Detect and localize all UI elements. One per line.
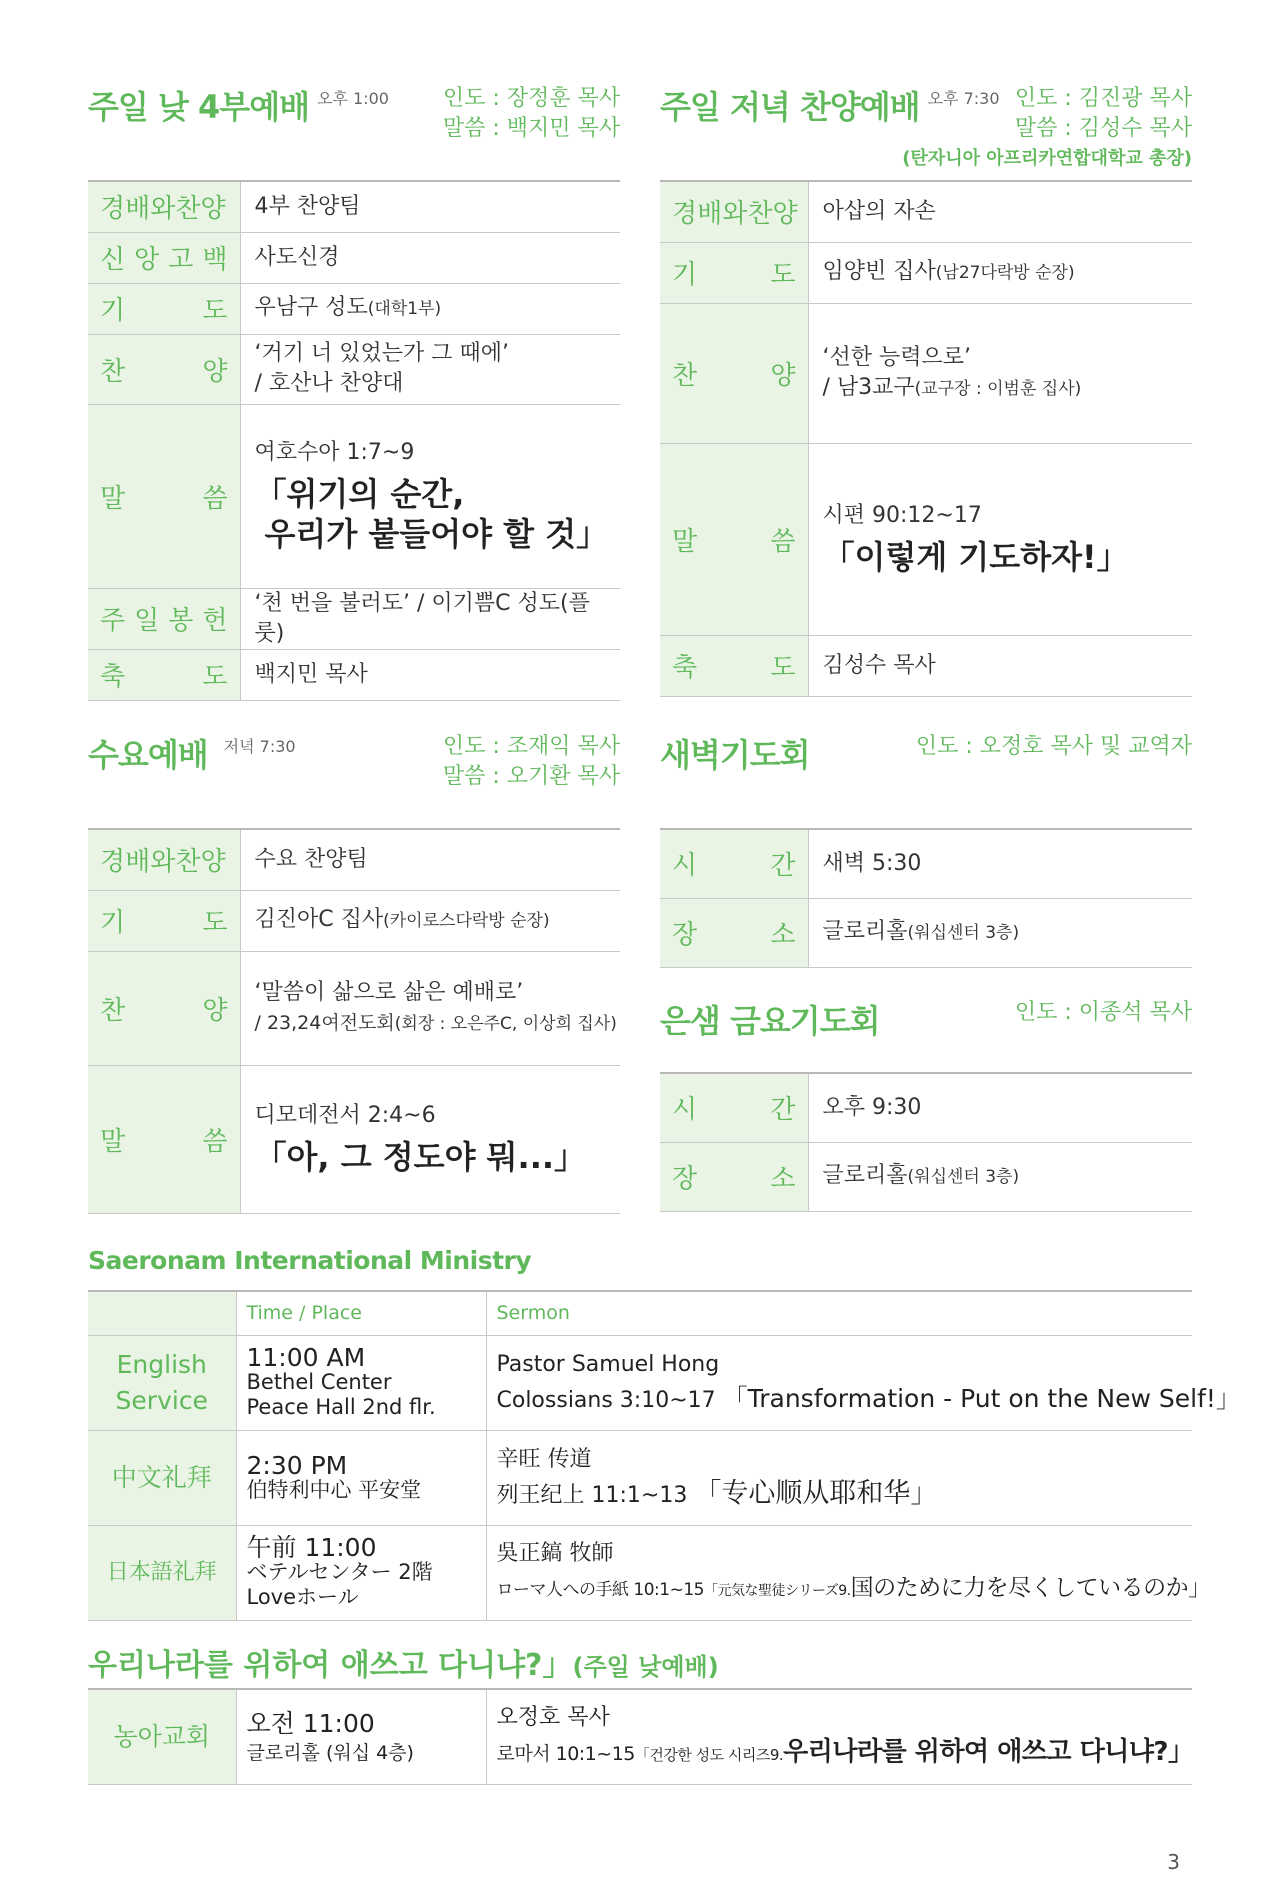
friday-prayer-title: 은샘 금요기도회 xyxy=(660,1002,880,1040)
sermon-title: 「아, 그 정도야 뭐...」 xyxy=(254,1138,587,1176)
table-row xyxy=(660,898,1192,967)
sermon-title: 「이렇게 기도하자!」 xyxy=(822,538,1129,576)
sunday-service-title xyxy=(88,82,389,128)
row-value: 임양빈 집사(남27다락방 순장) xyxy=(808,242,1192,303)
table-row xyxy=(88,232,620,283)
friday-prayer-leader: 인도 : 이종석 목사 xyxy=(1014,1000,1192,1025)
table-row xyxy=(88,951,620,1065)
table-row xyxy=(88,1689,1192,1784)
table-row xyxy=(88,404,620,588)
column-header-time: Time / Place xyxy=(236,1291,486,1335)
column-header-sermon: Sermon xyxy=(486,1291,1192,1335)
row-value: 김진아C 집사(카이로스다락방 순장) xyxy=(240,890,620,951)
deaf-time-place: 오전 11:00 글로리홀 (워십 4층) xyxy=(236,1689,486,1784)
sunday-preacher: 말씀 : 백지민 목사 xyxy=(442,116,620,141)
table-row xyxy=(88,1430,1192,1525)
row-label: 장 소 xyxy=(660,1142,808,1211)
row-value xyxy=(240,1065,620,1213)
table-row xyxy=(660,242,1192,303)
intl-ministry-table xyxy=(88,1290,1241,1621)
row-label: 축 도 xyxy=(88,649,240,700)
row-label: 말 씀 xyxy=(88,404,240,588)
row-label: 기 도 xyxy=(660,242,808,303)
japanese-service-label: 日本語礼拜 xyxy=(88,1525,236,1620)
sunday-service-leaders xyxy=(443,84,620,144)
chinese-service-label: 中文礼拜 xyxy=(88,1430,236,1525)
sunday-service-time: 오후 1:00 xyxy=(317,89,389,108)
deaf-church-title: 우리나라를 위하여 애쓰고 다니냐?」(주일 낮예배) xyxy=(88,1648,719,1683)
wednesday-service-time: 저녁 7:30 xyxy=(223,737,296,756)
sunday-service-title-text: 주일 낮 4부예배 xyxy=(88,88,310,126)
row-label: 말 씀 xyxy=(88,1065,240,1213)
row-value: 4부 찬양팀 xyxy=(240,181,620,232)
deaf-church-table xyxy=(88,1688,1192,1785)
evening-preacher: 말씀 : 김성수 목사 xyxy=(1014,116,1192,141)
row-label: 찬 양 xyxy=(88,951,240,1065)
row-value: ‘선한 능력으로’ / 남3교구(교구장 : 이범훈 집사) xyxy=(808,303,1192,443)
row-label: 신 앙 고 백 xyxy=(88,232,240,283)
table-row xyxy=(660,1073,1192,1142)
row-label: 찬 양 xyxy=(88,334,240,404)
row-value: 오후 9:30 xyxy=(808,1073,1192,1142)
wednesday-service-leaders xyxy=(443,732,620,792)
row-label: 기 도 xyxy=(88,890,240,951)
table-row xyxy=(88,1525,1192,1620)
row-label: 경배와찬양 xyxy=(660,181,808,242)
chinese-time-place: 2:30 PM 伯特利中心 平安堂 xyxy=(236,1430,486,1525)
row-value: 아삽의 자손 xyxy=(808,181,1192,242)
evening-service-time: 오후 7:30 xyxy=(927,89,1000,108)
wednesday-service-title xyxy=(88,730,296,776)
row-value: ‘천 번을 불러도’ / 이기쁨C 성도(플룻) xyxy=(240,588,620,649)
table-row xyxy=(660,303,1192,443)
english-service-label: English Service xyxy=(88,1335,236,1430)
dawn-prayer-leader: 인도 : 오정호 목사 및 교역자 xyxy=(915,734,1192,759)
table-row xyxy=(88,649,620,700)
chinese-sermon: 辛旺 传道 列王纪上 11:1~13 「专心顺从耶和华」 xyxy=(486,1430,1192,1525)
sunday-leader: 인도 : 장정훈 목사 xyxy=(442,86,620,111)
row-value xyxy=(808,443,1192,635)
row-value: 새벽 5:30 xyxy=(808,829,1192,898)
sermon-title: 우리가 붙들어야 할 것」 xyxy=(264,515,609,553)
english-sermon: Pastor Samuel Hong Colossians 3:10~17 「Transformation - Put on the New Self!」 xyxy=(486,1335,1192,1430)
row-label: 주 일 봉 헌 xyxy=(88,588,240,649)
row-value: 글로리홀(워십센터 3층) xyxy=(808,1142,1192,1211)
row-value xyxy=(240,404,620,588)
deaf-sermon: 오정호 목사 로마서 10:1~15「건강한 성도 시리즈9.우리나라를 위하여 애쓰고 다니냐?」 xyxy=(486,1689,1192,1784)
japanese-sermon: 吳正鎬 牧師 ローマ人への手紙 10:1~15「元気な聖徒シリーズ9.国のために力を尽くしているのか」 xyxy=(486,1525,1192,1620)
row-label: 경배와찬양 xyxy=(88,181,240,232)
english-time-place: 11:00 AM Bethel Center Peace Hall 2nd flr. xyxy=(236,1335,486,1430)
row-label: 기 도 xyxy=(88,283,240,334)
wednesday-preacher: 말씀 : 오기환 목사 xyxy=(442,764,620,789)
row-value: 사도신경 xyxy=(240,232,620,283)
sermon-reference: 시편 90:12~17 xyxy=(822,503,982,528)
row-label: 축 도 xyxy=(660,635,808,696)
wednesday-service-table xyxy=(88,828,620,1214)
table-row xyxy=(660,829,1192,898)
sermon-title: 「위기의 순간, xyxy=(254,475,465,513)
table-header-row xyxy=(88,1291,1192,1335)
table-row xyxy=(660,443,1192,635)
table-row xyxy=(88,283,620,334)
evening-preacher-title: (탄자니아 아프리카연합대학교 총장) xyxy=(902,148,1192,169)
table-row xyxy=(88,334,620,404)
row-label: 말 씀 xyxy=(660,443,808,635)
table-row xyxy=(88,1065,620,1213)
table-row xyxy=(88,588,620,649)
wednesday-leader: 인도 : 조재익 목사 xyxy=(442,734,620,759)
evening-service-title-text: 주일 저녁 찬양예배 xyxy=(660,88,920,126)
friday-prayer-table xyxy=(660,1072,1192,1212)
row-value: ‘거기 너 있었는가 그 때에’ / 호산나 찬양대 xyxy=(240,334,620,404)
table-row xyxy=(660,635,1192,696)
table-row xyxy=(660,1142,1192,1211)
row-value: ‘말씀이 삶으로 삶은 예배로’ / 23,24여전도회(회장 : 오은주C, 이상희 집사) xyxy=(240,951,620,1065)
dawn-prayer-table xyxy=(660,828,1192,968)
row-value: 김성수 목사 xyxy=(808,635,1192,696)
row-label: 경배와찬양 xyxy=(88,829,240,890)
table-row xyxy=(88,829,620,890)
sermon-reference: 여호수아 1:7~9 xyxy=(254,440,415,465)
japanese-time-place: 午前 11:00 ベテルセンター 2階 Loveホール xyxy=(236,1525,486,1620)
evening-leader: 인도 : 김진광 목사 xyxy=(1014,86,1192,111)
table-row xyxy=(88,1335,1192,1430)
row-label: 시 간 xyxy=(660,829,808,898)
row-value: 우남구 성도(대학1부) xyxy=(240,283,620,334)
row-value: 글로리홀(워십센터 3층) xyxy=(808,898,1192,967)
deaf-church-label: 농아교회 xyxy=(88,1689,236,1784)
table-row xyxy=(88,890,620,951)
row-value: 백지민 목사 xyxy=(240,649,620,700)
intl-ministry-title: Saeronam International Ministry xyxy=(88,1246,532,1275)
row-label: 장 소 xyxy=(660,898,808,967)
sermon-reference: 디모데전서 2:4~6 xyxy=(254,1103,436,1128)
row-value: 수요 찬양팀 xyxy=(240,829,620,890)
table-row xyxy=(660,181,1192,242)
dawn-prayer-title: 새벽기도회 xyxy=(660,736,810,774)
sunday-service-table xyxy=(88,180,620,701)
row-label: 찬 양 xyxy=(660,303,808,443)
wednesday-service-title-text: 수요예배 xyxy=(88,736,208,774)
evening-service-table xyxy=(660,180,1192,697)
page-number: 3 xyxy=(1167,1850,1180,1874)
row-label: 시 간 xyxy=(660,1073,808,1142)
evening-service-leaders xyxy=(902,84,1192,174)
table-row xyxy=(88,181,620,232)
